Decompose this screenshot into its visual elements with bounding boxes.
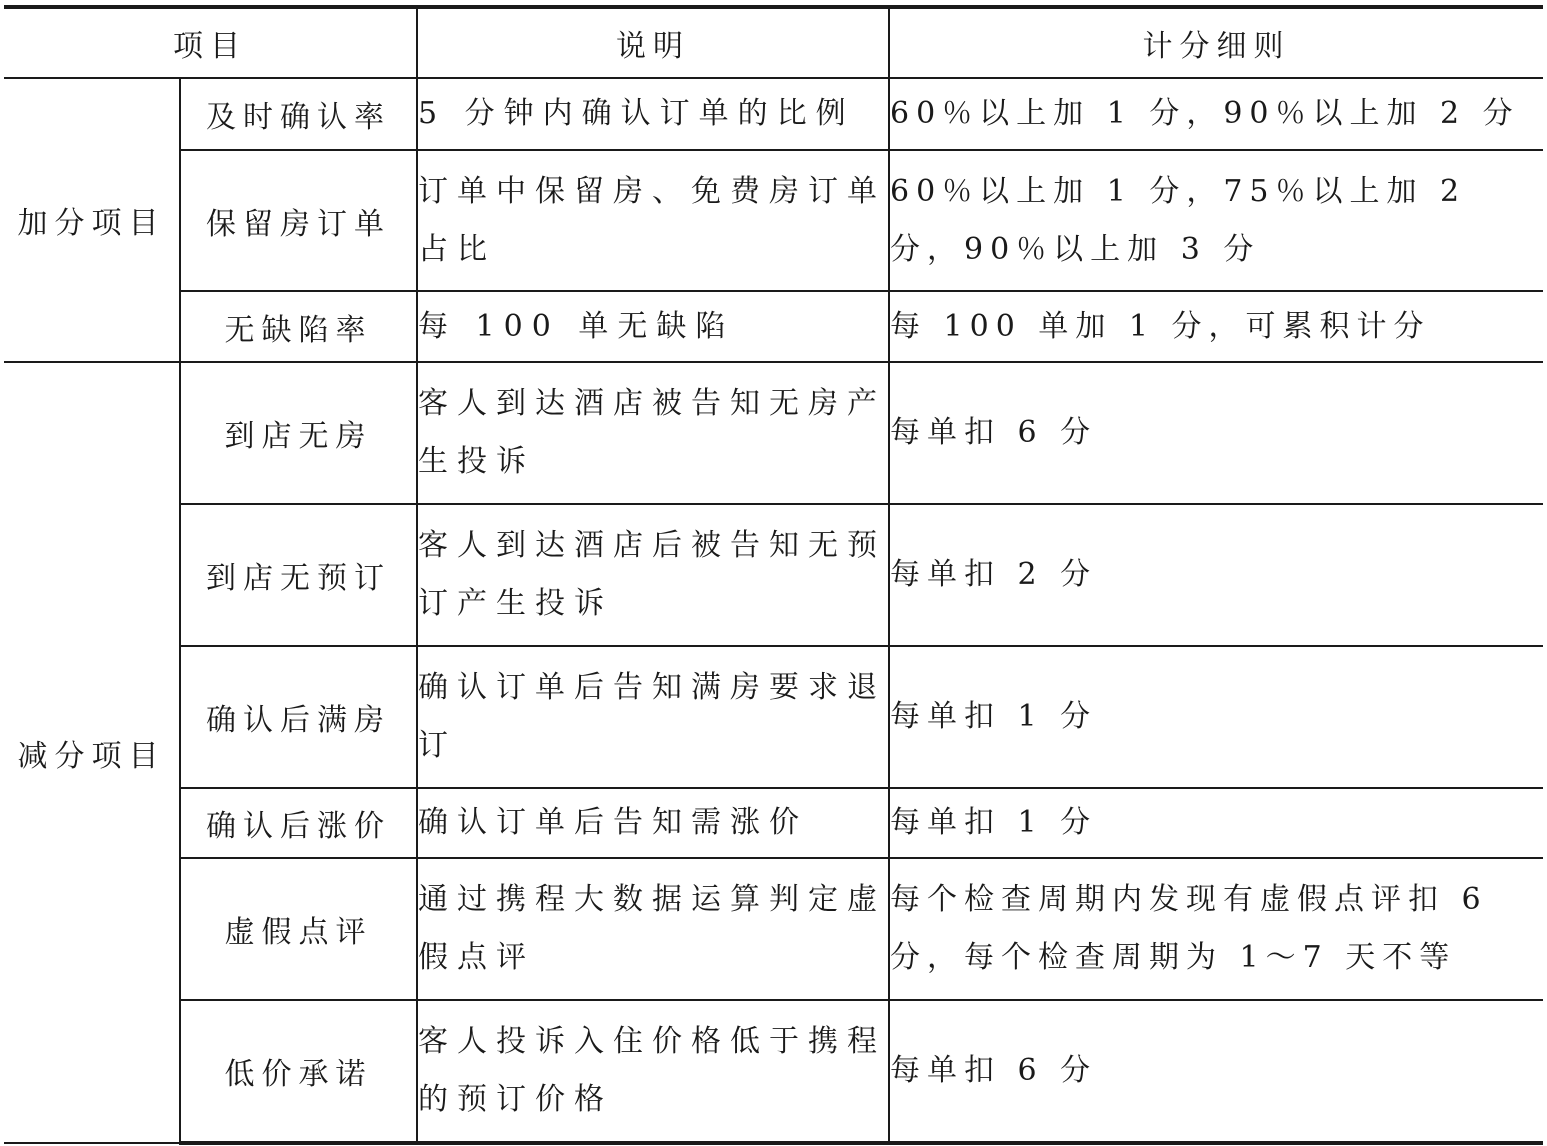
table-row [4,1000,1543,1143]
row-description: 确认订单后告知满房要求退订 [417,646,889,788]
row-rule: 每单扣 1 分 [889,646,1543,788]
table-row [4,504,1543,646]
table-row [4,150,1543,291]
row-item: 确认后满房 [180,646,417,788]
group-label-deduction: 减分项目 [4,362,180,1143]
scoring-table [4,5,1543,1145]
table-row [4,858,1543,1000]
row-description: 客人到达酒店被告知无房产生投诉 [417,362,889,504]
row-rule: 每个检查周期内发现有虚假点评扣 6 分，每个检查周期为 1～7 天不等 [889,858,1543,1000]
header-scoring-rule: 计分细则 [889,7,1543,78]
row-rule: 60％以上加 1 分，90％以上加 2 分 [889,78,1543,150]
table-row [4,646,1543,788]
table-row [4,788,1543,858]
row-rule: 每单扣 6 分 [889,1000,1543,1143]
table-row [4,362,1543,504]
row-item: 到店无房 [180,362,417,504]
group-label-bonus: 加分项目 [4,78,180,362]
row-item: 保留房订单 [180,150,417,291]
row-description: 确认订单后告知需涨价 [417,788,889,858]
row-rule: 每单扣 2 分 [889,504,1543,646]
table-row [4,78,1543,150]
row-description: 每 100 单无缺陷 [417,291,889,362]
table-header-row [4,7,1543,78]
row-item: 无缺陷率 [180,291,417,362]
row-description: 客人投诉入住价格低于携程的预订价格 [417,1000,889,1143]
header-item: 项目 [4,7,417,78]
row-item: 确认后涨价 [180,788,417,858]
row-description: 5 分钟内确认订单的比例 [417,78,889,150]
row-rule: 60％以上加 1 分，75％以上加 2 分，90％以上加 3 分 [889,150,1543,291]
row-item: 及时确认率 [180,78,417,150]
row-rule: 每单扣 6 分 [889,362,1543,504]
row-rule: 每 100 单加 1 分，可累积计分 [889,291,1543,362]
row-description: 客人到达酒店后被告知无预订产生投诉 [417,504,889,646]
row-rule: 每单扣 1 分 [889,788,1543,858]
header-description: 说明 [417,7,889,78]
row-description: 订单中保留房、免费房订单占比 [417,150,889,291]
table-row [4,291,1543,362]
row-item: 虚假点评 [180,858,417,1000]
row-description: 通过携程大数据运算判定虚假点评 [417,858,889,1000]
row-item: 到店无预订 [180,504,417,646]
row-item: 低价承诺 [180,1000,417,1143]
